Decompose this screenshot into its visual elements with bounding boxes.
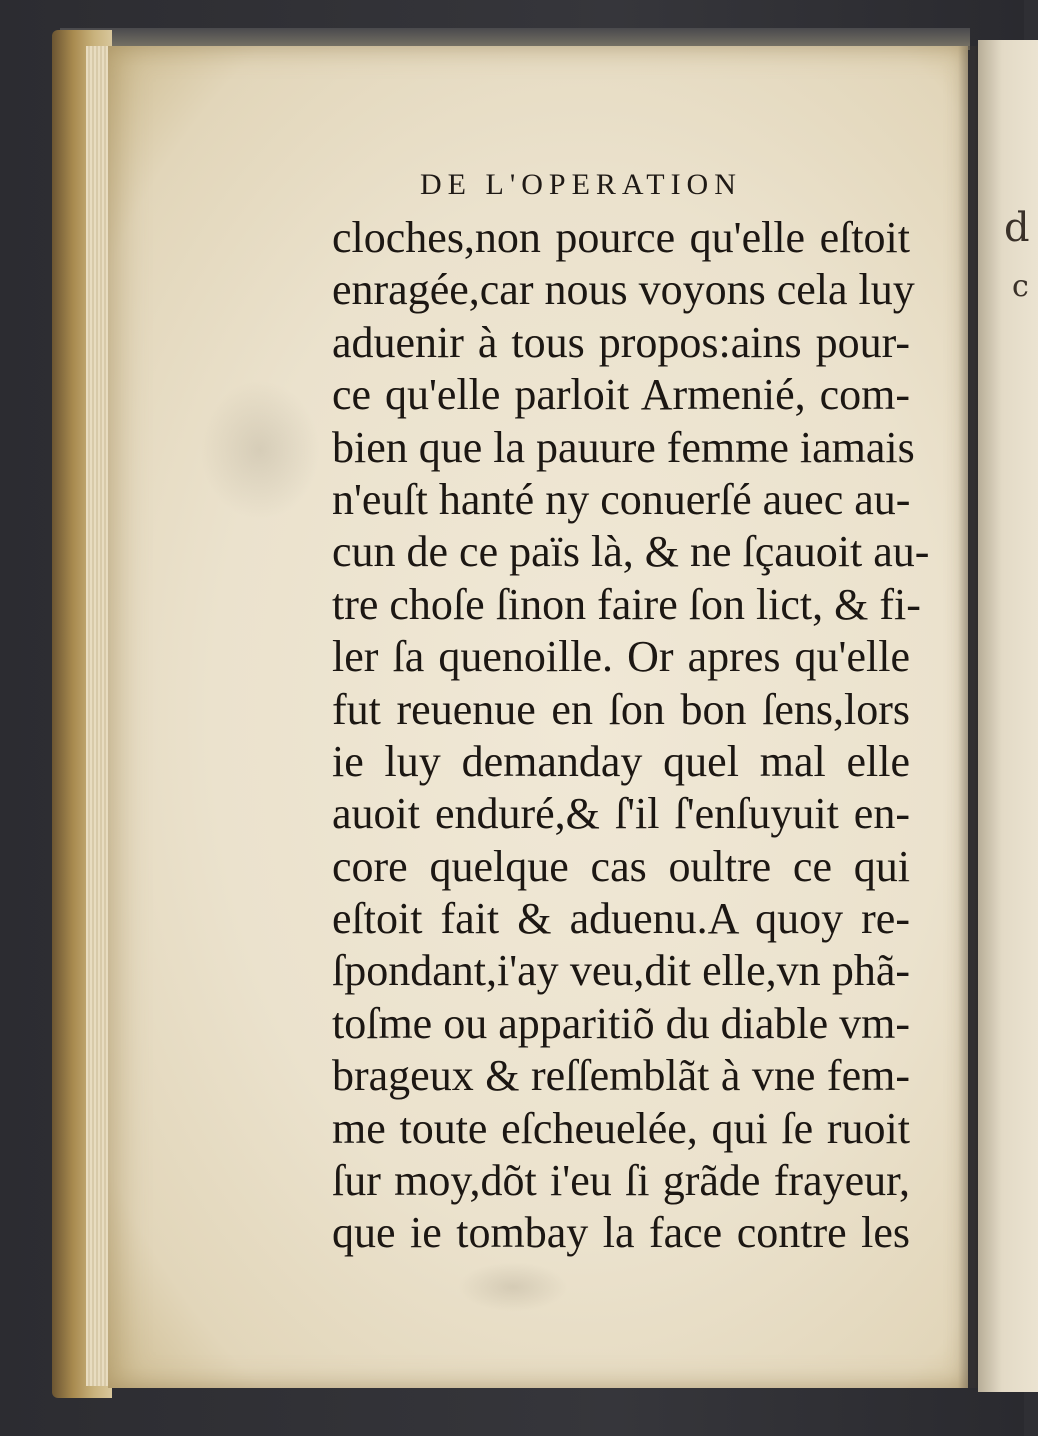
text-line: brageux & reſſemblãt à vne fem- xyxy=(332,1051,910,1101)
text-line: aduenir à tous propos:ains pour- xyxy=(332,317,910,367)
facing-page-glyph: d xyxy=(1004,205,1030,251)
text-line: ler ſa quenoille. Or apres qu'elle xyxy=(332,632,910,682)
text-line: core quelque cas oultre ce qui xyxy=(332,841,910,891)
text-line: ce qu'elle parloit Armenié, com- xyxy=(332,370,910,420)
ink-show-through xyxy=(200,380,320,520)
text-line: me toute eſcheuelée, qui ſe ruoit xyxy=(332,1103,910,1153)
signature-mark-show-through xyxy=(458,1262,568,1312)
facing-page-edge xyxy=(978,40,1038,1392)
text-line: n'euſt hanté ny conuerſé auec au- xyxy=(332,474,911,524)
running-head: DE L'OPERATION xyxy=(420,168,742,201)
text-line: toſme ou apparitiõ du diable vm- xyxy=(332,998,910,1048)
text-line: que ie tombay la face contre les xyxy=(332,1208,910,1258)
text-line: eſtoit fait & aduenu.A quoy re- xyxy=(332,894,910,944)
text-line: cloches,non pource qu'elle eſtoit xyxy=(332,213,910,262)
facing-page-glyph: c xyxy=(1012,269,1029,304)
body-text xyxy=(332,212,930,1260)
text-line: fut reuenue en ſon bon ſens,lors xyxy=(332,684,910,734)
text-line: bien que la pauure femme iamais xyxy=(332,422,915,472)
text-line: tre choſe ſinon faire ſon lict, & fi- xyxy=(332,579,921,629)
text-line: auoit enduré,& ſ'il ſ'enſuyuit en- xyxy=(332,789,910,839)
text-line: cun de ce païs là, & ne ſçauoit au- xyxy=(332,527,930,577)
text-line: ſur moy,dõt i'eu ſi grãde frayeur, xyxy=(332,1156,910,1206)
text-line: ſpondant,i'ay veu,dit elle,vn phã- xyxy=(332,946,910,996)
text-line: enragée,car nous voyons cela luy xyxy=(332,265,915,315)
text-line: ie luy demanday quel mal elle xyxy=(332,736,910,786)
